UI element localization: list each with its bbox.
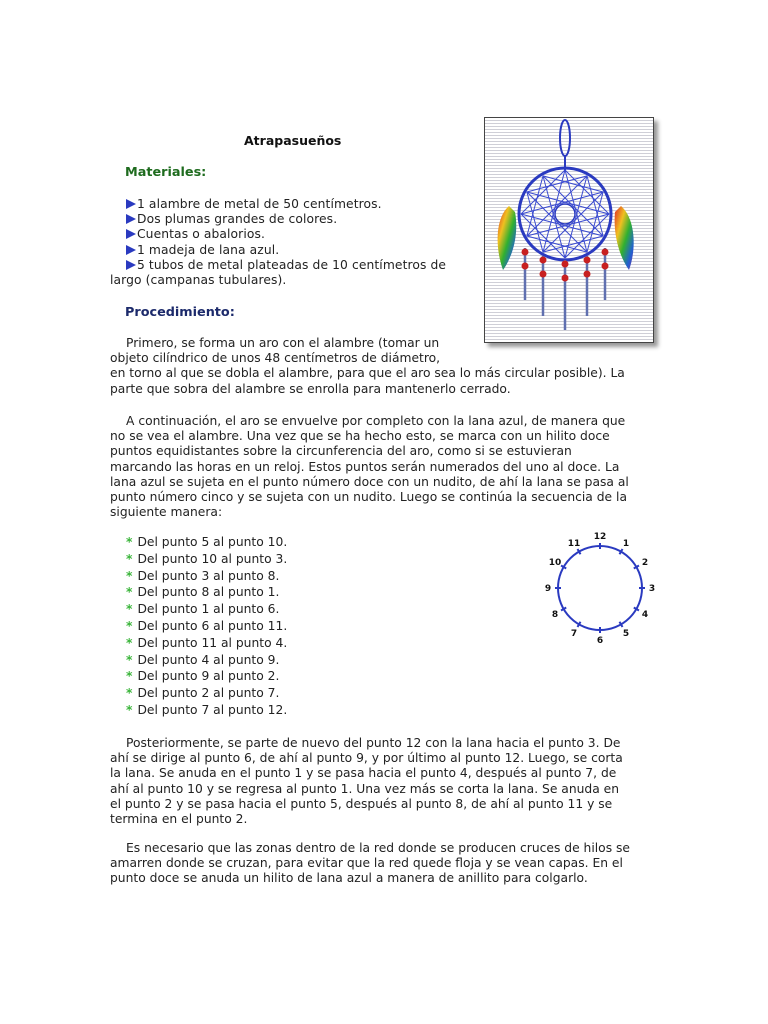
star-bullet-icon: *	[126, 618, 133, 633]
list-item: * Del punto 4 al punto 9.	[126, 652, 280, 667]
clock-tick	[561, 608, 566, 611]
dreamcatcher-image	[484, 117, 654, 343]
star-bullet-icon: *	[126, 585, 133, 600]
list-item: * Del punto 2 al punto 7.	[126, 686, 280, 701]
materials-heading: Materiales:	[125, 165, 207, 180]
clock-label-12: 12	[593, 532, 607, 542]
triangle-bullet-icon	[126, 245, 136, 255]
list-item: * Del punto 8 al punto 1.	[126, 585, 280, 600]
paragraph-4: Es necesario que las zonas dentro de la red donde se producen cruces de hilos se amarren donde se cruzan, para evitar que la red quede floja y se vean capas. En el punto doce se anuda un hilito de lana azul a manera de anillito para colgarlo.	[110, 841, 630, 886]
star-bullet-icon: *	[126, 702, 133, 717]
clock-label-4: 4	[641, 610, 649, 620]
clock-ring	[558, 546, 642, 630]
clock-tick	[561, 566, 566, 569]
procedure-heading: Procedimiento:	[125, 305, 235, 320]
list-item: 1 madeja de lana azul.	[110, 243, 465, 258]
materials-list	[110, 197, 465, 288]
clock-label-7: 7	[570, 629, 578, 640]
clock-tick	[634, 566, 639, 569]
list-item: * Del punto 9 al punto 2.	[126, 669, 280, 684]
clock-label-11: 11	[567, 538, 581, 549]
list-item: * Del punto 1 al punto 6.	[126, 602, 280, 617]
clock-label-9: 9	[544, 584, 552, 594]
list-item: * Del punto 11 al punto 4.	[126, 635, 288, 650]
clock-label-10: 10	[548, 558, 562, 568]
list-item: Cuentas o abalorios.	[110, 227, 465, 242]
clock-tick	[634, 608, 639, 611]
triangle-bullet-icon	[126, 229, 136, 239]
clock-label-3: 3	[648, 584, 656, 594]
paragraph-3: Posteriormente, se parte de nuevo del punto 12 con la lana hacia el punto 3. De ahí se dirige al punto 6, de ahí al punto 9, y por último al punto 12. Luego, se corta la lana. Se anuda en el punto 1 y se pasa hacia el punto 4, después al punto 7, de ahí al punto 10 y se regresa al punto 1. Una vez más se corta la lana. Se anuda en el punto 2 y se pasa hacia el punto 5, después al punto 8, de ahí al punto 11 y se termina en el punto 2.	[110, 736, 623, 827]
list-item: * Del punto 7 al punto 12.	[126, 702, 288, 717]
clock-tick	[578, 549, 581, 554]
clock-label-6: 6	[596, 636, 604, 646]
steps-list	[126, 534, 287, 719]
clock-diagram	[530, 530, 670, 650]
triangle-bullet-icon	[126, 260, 136, 270]
clock-tick	[578, 622, 581, 627]
triangle-bullet-icon	[126, 199, 136, 209]
document-title: Atrapasueños	[244, 133, 342, 148]
list-item: 1 alambre de metal de 50 centímetros.	[110, 197, 465, 212]
star-bullet-icon: *	[126, 568, 133, 583]
star-bullet-icon: *	[126, 635, 133, 650]
list-item-continuation: largo (campanas tubulares).	[110, 273, 287, 288]
list-item: * Del punto 5 al punto 10.	[126, 535, 288, 549]
star-bullet-icon: *	[126, 535, 133, 549]
star-bullet-icon: *	[126, 602, 133, 617]
clock-label-1: 1	[622, 538, 630, 549]
list-item: * Del punto 10 al punto 3.	[126, 551, 288, 566]
clock-label-8: 8	[551, 610, 559, 620]
star-bullet-icon: *	[126, 669, 133, 684]
list-item: Dos plumas grandes de colores.	[110, 212, 465, 227]
star-bullet-icon: *	[126, 652, 133, 667]
star-bullet-icon: *	[126, 551, 133, 566]
clock-tick	[620, 549, 623, 554]
list-item: * Del punto 3 al punto 8.	[126, 568, 280, 583]
star-bullet-icon: *	[126, 686, 133, 701]
dreamcatcher-icon	[485, 118, 653, 342]
clock-label-2: 2	[641, 558, 649, 568]
paragraph-1: Primero, se forma un aro con el alambre (tomar un objeto cilíndrico de unos 48 centímetros de diámetro, en torno al que se dobla el alambre, para que el aro sea lo más circular posible). La parte que sobra del alambre se enrolla para mantenerlo cerrado.	[110, 336, 625, 396]
paragraph-2: A continuación, el aro se envuelve por completo con la lana azul, de manera que no se vea el alambre. Una vez que se ha hecho esto, se marca con un hilito doce puntos equidistantes sobre la circunferencia del aro, como si se estuvieran marcando las horas en un reloj. Estos puntos serán numerados del uno al doce. La lana azul se sujeta en el punto número doce con un nudito, de ahí la lana se pasa al punto número cinco y se sujeta con un nudito. Luego se continúa la secuencia de la siguiente manera:	[110, 414, 629, 520]
list-item: 5 tubos de metal plateadas de 10 centímetros de	[110, 258, 465, 273]
list-item: * Del punto 6 al punto 11.	[126, 618, 288, 633]
clock-tick	[620, 622, 623, 627]
clock-label-5: 5	[622, 629, 630, 640]
triangle-bullet-icon	[126, 214, 136, 224]
